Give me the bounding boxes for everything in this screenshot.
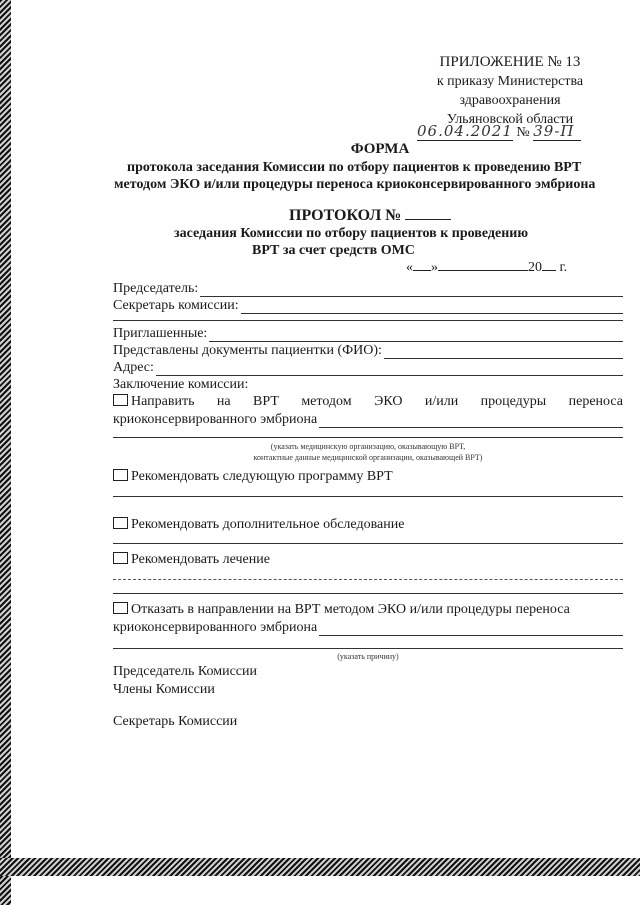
date-month-field[interactable] — [438, 258, 528, 271]
documents-label: Представлены документы пациентки (ФИО): — [113, 343, 382, 358]
appendix-date: 06.04.2021 — [417, 122, 513, 140]
refuse-label-line-2: криоконсервированного эмбриона — [113, 620, 318, 635]
appendix-number-sign: № — [516, 125, 530, 140]
chairman-label: Председатель: — [113, 281, 199, 296]
appendix-title: ПРИЛОЖЕНИЕ № 13 — [439, 54, 581, 70]
date-close-quote: » — [431, 260, 438, 275]
recommend-program-option — [113, 469, 393, 485]
appendix-number: 39-П — [533, 122, 581, 141]
refer-label-line-2: криоконсервированного эмбриона — [113, 412, 318, 427]
recommend-exam-label: Рекомендовать дополнительное обследование — [131, 517, 405, 532]
chairman-row — [113, 281, 623, 299]
scan-edge-bottom — [0, 858, 640, 876]
signature-secretary: Секретарь Комиссии — [113, 714, 238, 729]
documents-row — [113, 343, 623, 361]
appendix-line-1: к приказу Министерства — [436, 74, 584, 89]
address-row — [113, 360, 623, 378]
secretary-label: Секретарь комиссии: — [113, 298, 239, 313]
scan-edge-left — [0, 0, 11, 905]
recommend-program-checkbox[interactable] — [113, 469, 128, 481]
refer-note-line-2: контактные данные медицинской организации, оказывающей ВРТ) — [253, 453, 483, 462]
recommend-program-line[interactable] — [113, 496, 623, 497]
secretary-row — [113, 298, 623, 316]
recommend-treatment-line-2[interactable] — [113, 593, 623, 594]
address-field[interactable] — [113, 375, 623, 376]
form-title: ФОРМА — [350, 141, 410, 157]
recommend-program-label: Рекомендовать следующую программу ВРТ — [131, 469, 393, 484]
date-year-suffix: г. — [559, 260, 568, 275]
appendix-line-2: здравоохранения — [459, 93, 561, 108]
refer-line-2-row — [113, 412, 623, 430]
conclusion-label: Заключение комиссии: — [113, 377, 249, 392]
recommend-treatment-line-1[interactable] — [113, 579, 623, 580]
refuse-extra-line[interactable] — [113, 648, 623, 649]
refer-note-line-1: (указать медицинскую организацию, оказывающую ВРТ, — [270, 442, 466, 451]
invited-row — [113, 326, 623, 344]
refer-extra-line[interactable] — [113, 437, 623, 438]
recommend-treatment-checkbox[interactable] — [113, 552, 128, 564]
address-label: Адрес: — [113, 360, 154, 375]
date-year-field[interactable] — [542, 258, 556, 271]
refer-label-line-1: Направить на ВРТ методом ЭКО и/или процедуры переноса — [131, 394, 623, 409]
recommend-exam-checkbox[interactable] — [113, 517, 128, 529]
form-subtitle-line-2: методом ЭКО и/или процедуры переноса криоконсервированного эмбриона — [114, 177, 596, 192]
secretary-extra-line[interactable] — [113, 320, 623, 321]
recommend-exam-option — [113, 517, 404, 533]
date-year-prefix: 20 — [528, 260, 542, 275]
protocol-title-row — [289, 205, 451, 225]
appendix-line-3: Ульяновской области — [446, 112, 574, 127]
date-day-field[interactable] — [413, 258, 431, 271]
protocol-date-row — [406, 258, 567, 276]
recommend-exam-line[interactable] — [113, 543, 623, 544]
protocol-subtitle-line-2: ВРТ за счет средств ОМС — [252, 243, 415, 258]
date-open-quote: « — [406, 260, 413, 275]
refuse-note: (указать причину) — [337, 652, 399, 661]
refuse-label-line-1: Отказать в направлении на ВРТ методом ЭКО и/или процедуры переноса — [131, 602, 570, 617]
recommend-treatment-option — [113, 552, 270, 568]
signature-chairman: Председатель Комиссии — [113, 664, 257, 679]
refuse-checkbox[interactable] — [113, 602, 128, 614]
protocol-subtitle-line-1: заседания Комиссии по отбору пациентов к проведению — [174, 226, 529, 241]
refer-checkbox[interactable] — [113, 394, 128, 406]
form-subtitle-line-1: протокола заседания Комиссии по отбору пациентов к проведению ВРТ — [127, 160, 582, 175]
signature-members: Члены Комиссии — [113, 682, 215, 697]
refuse-option — [113, 602, 633, 618]
appendix-date-row — [417, 122, 581, 141]
protocol-number-field[interactable] — [405, 205, 451, 220]
invited-label: Приглашенные: — [113, 326, 208, 341]
appendix-block — [400, 52, 620, 129]
refer-option — [113, 394, 623, 410]
protocol-title: ПРОТОКОЛ № — [289, 207, 402, 224]
recommend-treatment-label: Рекомендовать лечение — [131, 552, 270, 567]
refuse-line-2-row — [113, 620, 623, 638]
